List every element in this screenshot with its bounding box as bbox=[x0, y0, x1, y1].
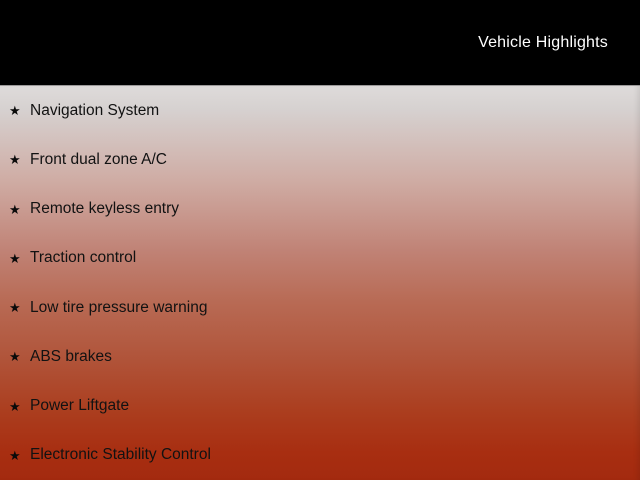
list-item bbox=[0, 382, 640, 431]
list-item bbox=[0, 332, 640, 381]
feature-list bbox=[0, 85, 640, 480]
star-icon: ★ bbox=[9, 349, 21, 365]
page-title: Vehicle Highlights bbox=[478, 33, 608, 51]
feature-label: ABS brakes bbox=[30, 347, 112, 365]
feature-label: Remote keyless entry bbox=[30, 200, 180, 218]
star-icon: ★ bbox=[9, 103, 21, 119]
feature-label: Low tire pressure warning bbox=[30, 298, 208, 316]
star-icon: ★ bbox=[9, 201, 21, 217]
star-icon: ★ bbox=[9, 152, 21, 168]
list-item bbox=[0, 431, 640, 480]
star-icon: ★ bbox=[9, 250, 21, 266]
star-icon: ★ bbox=[9, 398, 21, 414]
header-bar bbox=[0, 0, 640, 85]
feature-label: Power Liftgate bbox=[30, 397, 130, 415]
star-icon: ★ bbox=[9, 300, 21, 316]
list-item bbox=[0, 185, 640, 234]
list-item bbox=[0, 283, 640, 332]
star-icon: ★ bbox=[9, 447, 21, 463]
list-item bbox=[0, 234, 640, 283]
feature-label: Traction control bbox=[30, 249, 137, 267]
feature-label: Navigation System bbox=[30, 101, 160, 119]
feature-label: Electronic Stability Control bbox=[30, 446, 211, 464]
list-item bbox=[0, 135, 640, 184]
list-item bbox=[0, 86, 640, 135]
feature-label: Front dual zone A/C bbox=[30, 150, 167, 168]
